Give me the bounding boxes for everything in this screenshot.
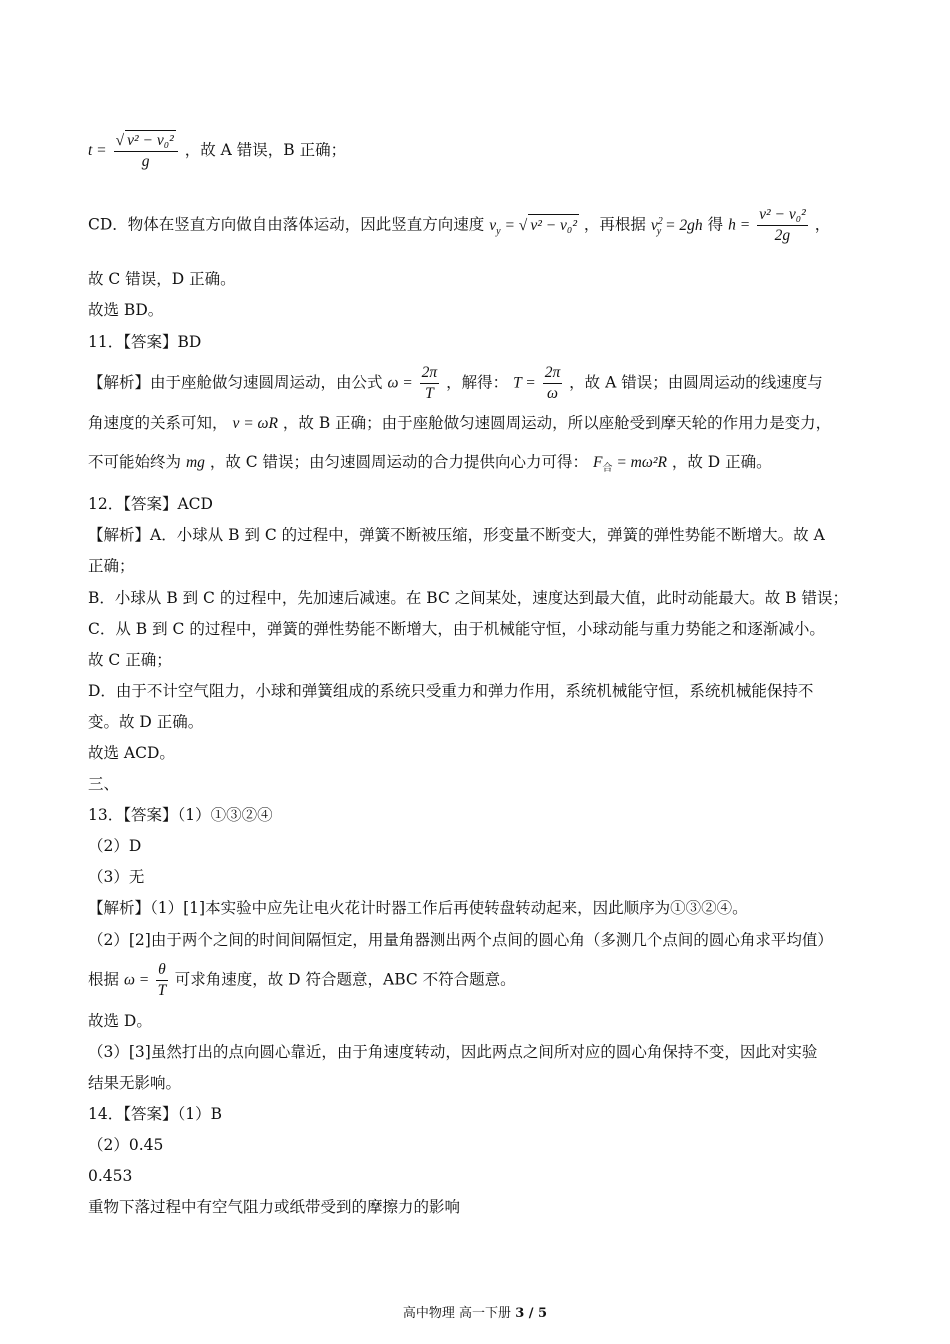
text-line: ，故 A 错误，B 正确；: [184, 141, 347, 159]
formula-h-fraction: $\frac{\text{v² − v₀²}}{2g}$: [759, 206, 806, 244]
text-line: （3）无: [88, 868, 145, 886]
text-line: ，故 A 错误；由圆周运动的线速度与: [569, 373, 823, 392]
text-line: 结果无影响。: [88, 1074, 182, 1092]
question-12-answer: 12．【答案】ACD: [88, 495, 213, 513]
text-line: 变。故 D 正确。: [88, 713, 204, 731]
text-line: 故选 BD。: [88, 301, 164, 319]
text-line: ，故 C 错误；由匀速圆周运动的合力提供向心力可得：: [209, 453, 589, 471]
question-11-answer: 11．【答案】BD: [88, 333, 202, 351]
question-13-answer: 13．【答案】（1）①③②④: [88, 806, 273, 824]
formula-line-13: 根据 ω = $\frac{\theta}{T}$ 可求角速度，故 D 符合题意，ABC 不符合题意。: [88, 961, 516, 999]
formula-vy: $v_y$ = √ v² − v₀²: [489, 217, 579, 234]
text-line: D．由于不计空气阻力，小球和弹簧组成的系统只受重力和弹力作用，系统机械能守恒，系统机械能保持不: [88, 682, 814, 700]
text-line: 【解析】A．小球从 B 到 C 的过程中，弹簧不断被压缩，形变量不断变大，弹簧的弹性势能不断增大。故 A: [88, 526, 825, 544]
text-line: 故 C 错误，D 正确。: [88, 270, 236, 288]
text-line: C．从 B 到 C 的过程中，弹簧的弹性势能不断增大，由于机械能守恒，小球动能与重力势能之和逐渐减小。: [88, 620, 825, 638]
text-line: 故选 D。: [88, 1012, 152, 1030]
text-line: ，再根据: [583, 215, 646, 234]
text-line: 不可能始终为: [88, 453, 182, 471]
formula-T-fraction: $\frac{2\pi}{\omega}$: [544, 364, 561, 402]
formula-mg: mg: [185, 454, 205, 471]
text-line: 角速度的关系可知，: [88, 414, 228, 432]
text-line: 【解析】由于座舱做匀速圆周运动，由公式: [88, 373, 383, 392]
text-line: B．小球从 B 到 C 的过程中，先加速后减速。在 BC 之间某处，速度达到最大值，此时动能最大。故 B 错误；: [88, 589, 848, 607]
page-footer: [0, 1302, 950, 1321]
formula-line-t: [88, 130, 346, 172]
formula-t-fraction: $\frac{\text{√ v² − v₀²}}{g}$: [114, 130, 178, 172]
text-line: ，解得：: [446, 373, 509, 392]
footer-subject: 高中物理 高一下册: [402, 1306, 516, 1321]
text-line: 重物下落过程中有空气阻力或纸带受到的摩擦力的影响: [88, 1198, 461, 1216]
text-line: （2）[2]由于两个之间的时间间隔恒定，用量角器测出两个点间的圆心角（多测几个点间的圆心角求平均值）: [88, 931, 833, 949]
text-line: 正确；: [88, 557, 135, 575]
text-line: 得: [707, 215, 724, 234]
text-line: 0.453: [88, 1167, 133, 1185]
formula-v-omega-r: v = ωR: [232, 415, 278, 432]
section-heading: 三、: [88, 775, 120, 793]
text-line: 根据: [88, 970, 120, 989]
formula-line-11a: 【解析】由于座舱做匀速圆周运动，由公式 ω = $\frac{2\pi}{T}$ ，解得： T = $\frac{2\pi}{\omega}$ ，故 A 错误；由圆周运动的线速度与: [88, 364, 823, 402]
formula-t-lhs: t =: [88, 142, 107, 159]
formula-centripetal: $F_合 = m\omega^2R$: [593, 454, 667, 475]
formula-t-numerator: v² − v₀²: [127, 132, 174, 149]
text-line: 可求角速度，故 D 符合题意，ABC 不符合题意。: [174, 970, 516, 989]
text-line: 故选 ACD。: [88, 744, 175, 762]
text-line: （2）0.45: [88, 1136, 164, 1154]
text-line: 【解析】（1）[1]本实验中应先让电火花计时器工作后再使转盘转动起来，因此顺序为①③②④。: [88, 899, 748, 917]
text-line: 故 C 正确；: [88, 651, 172, 669]
text-line: CD．物体在竖直方向做自由落体运动，因此竖直方向速度: [88, 215, 485, 234]
formula-line-11b: [88, 412, 831, 435]
question-14-answer: 14．【答案】（1）B: [88, 1105, 222, 1123]
formula-line-cd: CD．物体在竖直方向做自由落体运动，因此竖直方向速度 $v_y$ = √ v² − v₀² ，再根据 $v^2_y = 2gh$ 得 h = $\frac{\text{v² − v₀²}}{2g}$ ，: [88, 206, 831, 244]
text-line: ，故 B 正确；由于座舱做匀速圆周运动，所以座舱受到摩天轮的作用力是变力，: [282, 414, 832, 432]
text-line: （2）D: [88, 837, 142, 855]
text-line: ，故 D 正确。: [671, 453, 772, 471]
formula-vy2: $v^2_y = 2gh$: [650, 215, 703, 237]
page-number: 3 / 5: [515, 1306, 548, 1321]
formula-line-11c: [88, 451, 772, 480]
text-line: （3）[3]虽然打出的点向圆心靠近，由于角速度转动，因此两点之间所对应的圆心角保持不变，因此对实验: [88, 1043, 818, 1061]
formula-t-denominator: g: [141, 153, 150, 170]
formula-omega-fraction: $\frac{2\pi}{T}$: [421, 364, 438, 402]
formula-h-lhs: h =: [728, 216, 751, 234]
formula-omega-theta-fraction: $\frac{\theta}{T}$: [157, 961, 167, 999]
